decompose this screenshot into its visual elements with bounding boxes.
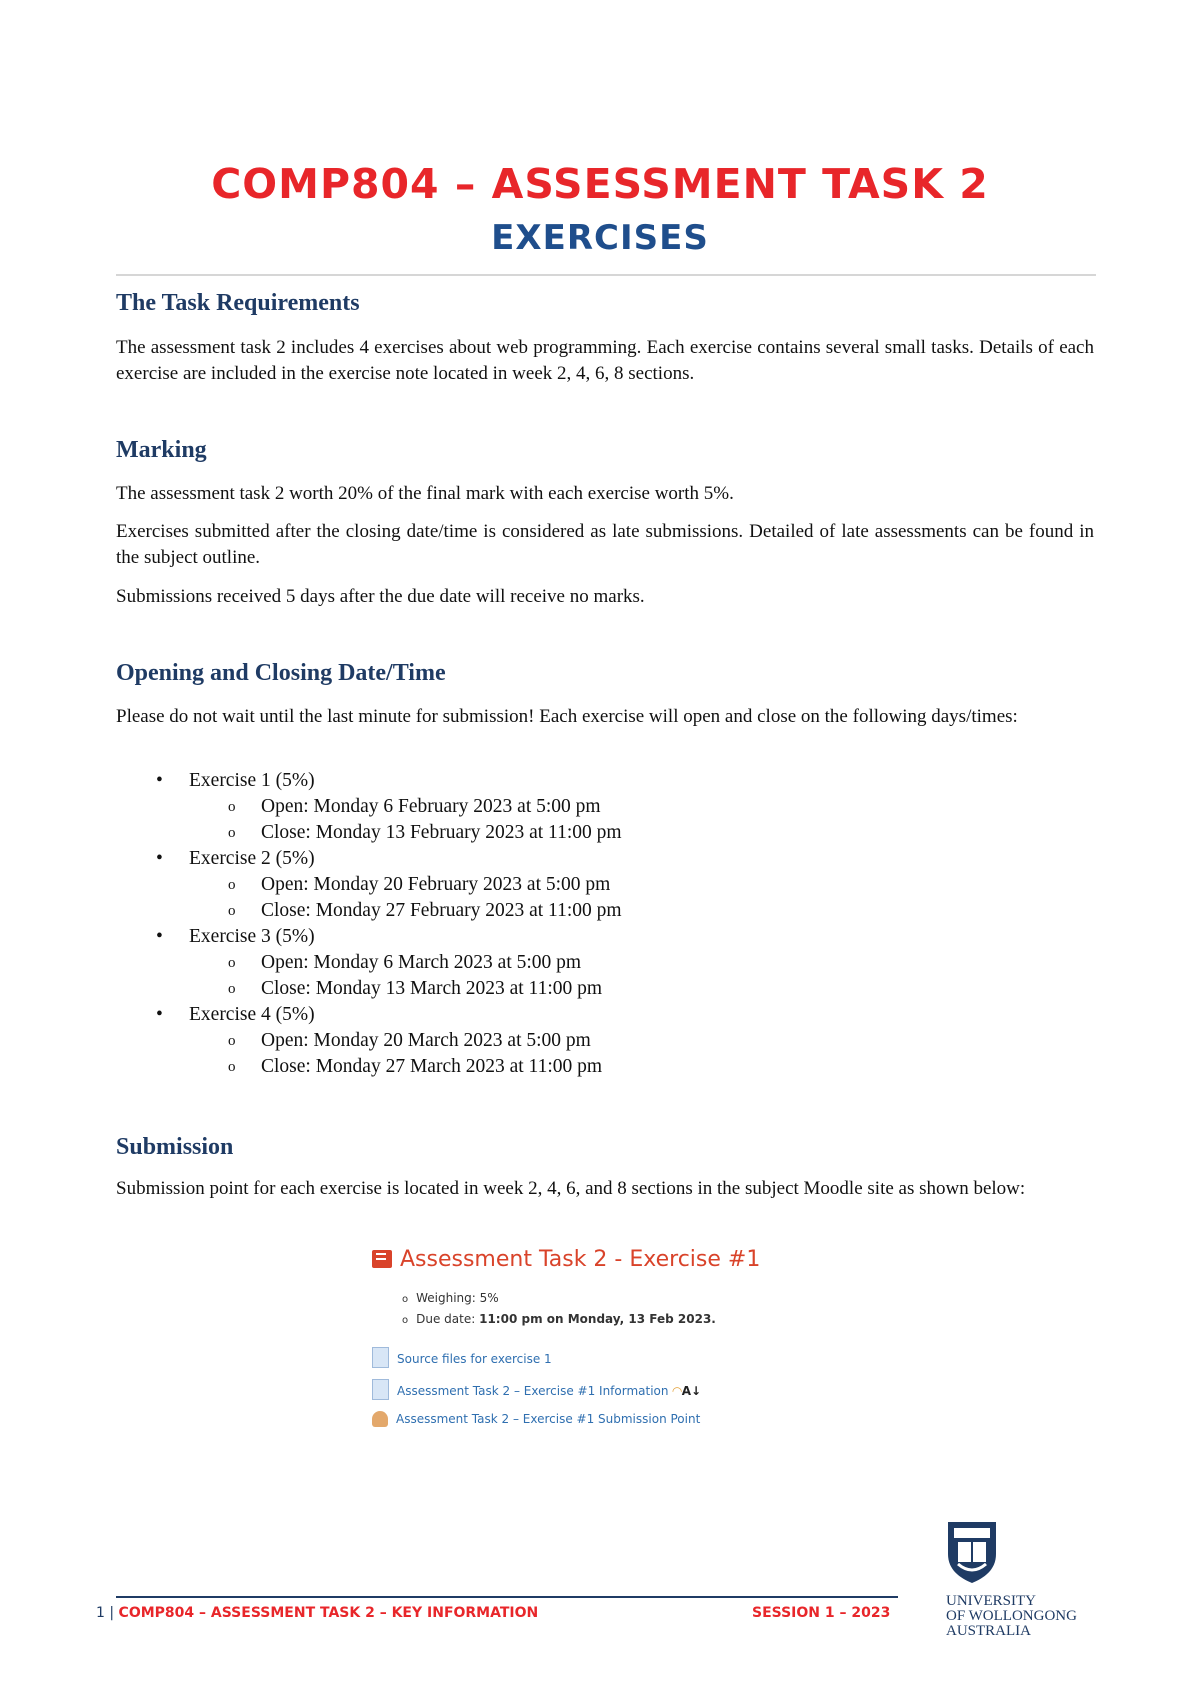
university-logo-text: [946, 1594, 1077, 1639]
close-date: [116, 1054, 622, 1080]
weighting-text: Weighing: 5%: [416, 1291, 499, 1305]
link-text[interactable]: Assessment Task 2 – Exercise #1 Information: [397, 1384, 669, 1398]
close-date: [116, 820, 622, 846]
moodle-due-date: [402, 1312, 716, 1326]
exercise-sublist: [116, 1028, 622, 1080]
moodle-link-submission-point[interactable]: [372, 1411, 700, 1427]
circle-bullet-icon: o: [402, 1294, 409, 1305]
heading-marking: Marking: [116, 437, 207, 463]
close-date-text: Close: Monday 27 February 2023 at 11:00 pm: [261, 900, 622, 921]
exercise-item: [116, 768, 622, 794]
moodle-assignment-title: [372, 1247, 760, 1272]
bullet-icon: •: [156, 926, 163, 947]
moodle-title-text: Assessment Task 2 - Exercise #1: [400, 1247, 761, 1272]
close-date-text: Close: Monday 13 February 2023 at 11:00 pm: [261, 822, 622, 843]
open-date-text: Open: Monday 6 March 2023 at 5:00 pm: [261, 952, 582, 973]
accessibility-icon: A↓: [681, 1384, 702, 1398]
close-date-text: Close: Monday 13 March 2023 at 11:00 pm: [261, 978, 603, 999]
document-icon: [372, 1379, 389, 1400]
link-text[interactable]: Assessment Task 2 – Exercise #1 Submission Point: [396, 1412, 701, 1426]
page-number: 1: [96, 1605, 105, 1621]
exercise-item: [116, 924, 622, 950]
footer-left: [96, 1605, 538, 1621]
open-date: [116, 794, 622, 820]
assignment-icon: [372, 1411, 388, 1427]
heading-submission: Submission: [116, 1134, 234, 1160]
page-subtitle: EXERCISES: [491, 218, 709, 258]
close-date: [116, 898, 622, 924]
exercise-sublist: [116, 794, 622, 846]
moodle-link-information[interactable]: [372, 1379, 701, 1400]
exercise-sublist-container: [116, 872, 622, 924]
university-crest-icon: [944, 1520, 1000, 1584]
open-date: [116, 872, 622, 898]
bullet-icon: •: [156, 770, 163, 791]
open-date-text: Open: Monday 20 February 2023 at 5:00 pm: [261, 874, 611, 895]
heading-dates: Opening and Closing Date/Time: [116, 660, 446, 686]
footer-separator: |: [109, 1605, 119, 1621]
close-date: [116, 976, 622, 1002]
exercise-sublist-container: [116, 950, 622, 1002]
footer-document-title: COMP804 – ASSESSMENT TASK 2 – KEY INFORMATION: [118, 1605, 539, 1621]
circle-bullet-icon: o: [228, 903, 236, 919]
bullet-icon: •: [156, 1004, 163, 1025]
open-date-text: Open: Monday 20 March 2023 at 5:00 pm: [261, 1030, 591, 1051]
exercise-sublist: [116, 872, 622, 924]
exercise-item: [116, 1002, 622, 1028]
submission-text: Submission point for each exercise is located in week 2, 4, 6, and 8 sections in the subject Moodle site as shown below:: [116, 1178, 1026, 1199]
logo-line-2: OF WOLLONGONG: [946, 1608, 1077, 1624]
document-icon: [372, 1347, 389, 1368]
marking-paragraph-2: Exercises submitted after the closing date/time is considered as late submissions. Detailed of late assessments can be found in the subject outline.: [116, 521, 1094, 568]
page-title: COMP804 – ASSESSMENT TASK 2: [211, 160, 989, 208]
exercise-sublist-container: [116, 794, 622, 846]
open-date: [116, 1028, 622, 1054]
logo-line-1: UNIVERSITY: [946, 1593, 1036, 1609]
exercise-schedule-list: [116, 768, 622, 1080]
bullet-icon: •: [156, 848, 163, 869]
footer-divider: [116, 1596, 898, 1598]
title-divider: [116, 274, 1096, 276]
moodle-weighting: [402, 1291, 499, 1305]
circle-bullet-icon: o: [228, 799, 236, 815]
circle-bullet-icon: o: [228, 1033, 236, 1049]
dates-intro: Please do not wait until the last minute for submission! Each exercise will open and close on the following days/times:: [116, 706, 1018, 727]
heading-task-requirements: The Task Requirements: [116, 290, 360, 316]
circle-bullet-icon: o: [228, 1059, 236, 1075]
exercise-label: Exercise 3 (5%): [189, 926, 315, 947]
exercise-label: Exercise 4 (5%): [189, 1004, 315, 1025]
requirements-text: The assessment task 2 includes 4 exercises about web programming. Each exercise contains several small tasks. Details of each exercise are included in the exercise note located in week 2, 4, 6, 8 sections.: [116, 337, 1094, 384]
exercise-sublist-container: [116, 1028, 622, 1080]
open-date-text: Open: Monday 6 February 2023 at 5:00 pm: [261, 796, 601, 817]
exercise-label: Exercise 2 (5%): [189, 848, 315, 869]
close-date-text: Close: Monday 27 March 2023 at 11:00 pm: [261, 1056, 603, 1077]
circle-bullet-icon: o: [228, 825, 236, 841]
exercise-label: Exercise 1 (5%): [189, 770, 315, 791]
footer-session: SESSION 1 – 2023: [752, 1605, 891, 1621]
moodle-screenshot: [372, 1237, 761, 1437]
link-text[interactable]: Source files for exercise 1: [397, 1352, 552, 1366]
marking-paragraph-1: The assessment task 2 worth 20% of the final mark with each exercise worth 5%.: [116, 483, 734, 504]
due-value: 11:00 pm on Monday, 13 Feb 2023.: [479, 1312, 716, 1326]
moodle-link-source-files[interactable]: [372, 1347, 552, 1368]
exercise-sublist: [116, 950, 622, 1002]
circle-bullet-icon: o: [228, 981, 236, 997]
logo-line-3: AUSTRALIA: [946, 1623, 1031, 1639]
open-date: [116, 950, 622, 976]
circle-bullet-icon: o: [402, 1315, 409, 1326]
circle-bullet-icon: o: [228, 955, 236, 971]
marking-paragraph-3: Submissions received 5 days after the due date will receive no marks.: [116, 586, 645, 607]
circle-bullet-icon: o: [228, 877, 236, 893]
exercise-item: [116, 846, 622, 872]
due-label: Due date:: [416, 1312, 476, 1326]
book-icon: [372, 1250, 392, 1268]
restriction-icon: ◠: [672, 1384, 682, 1398]
